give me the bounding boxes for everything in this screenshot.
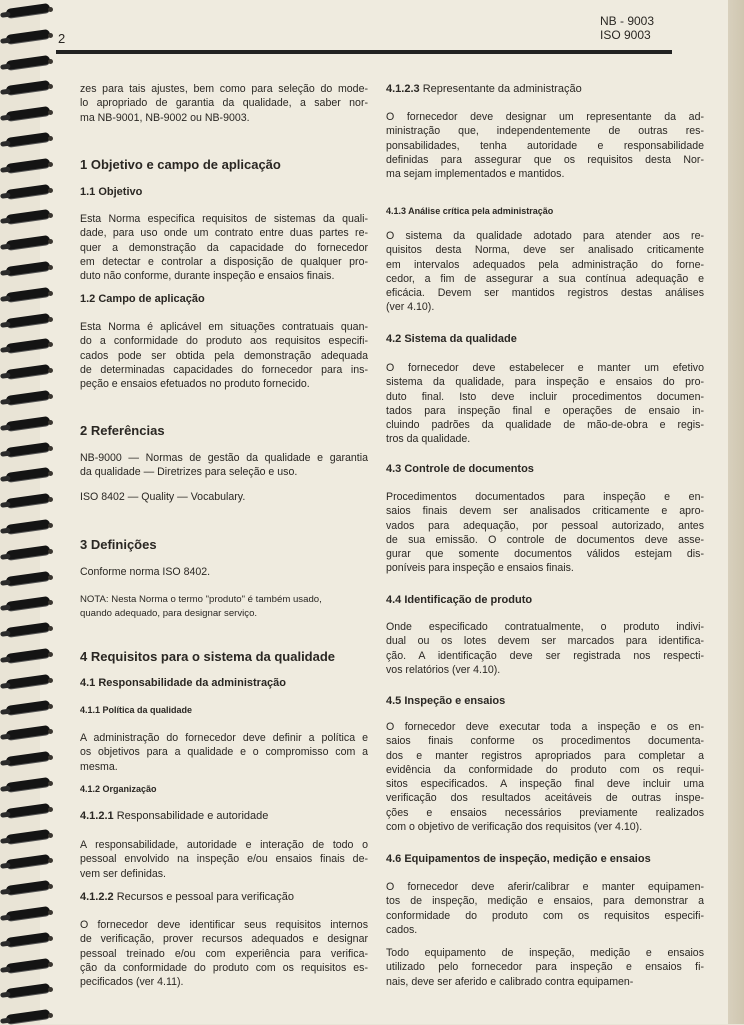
- binding-hole: [48, 110, 53, 115]
- text-line: ma NB-9001, NB-9002 ou NB-9003.: [80, 111, 250, 124]
- text-line: NOTA: Nesta Norma o termo "produto" é também usado,: [80, 594, 322, 605]
- spiral-ring: [6, 158, 51, 173]
- section-heading: 4 Requisitos para o sistema da qualidade: [80, 649, 336, 664]
- text-line: ponsabilidades, tenha autoridade e responsabilidade: [386, 139, 704, 152]
- standard-identifier: [600, 14, 654, 42]
- text-line: A administração do fornecedor deve definir a política e: [80, 732, 368, 744]
- binding-hole: [48, 575, 53, 580]
- binding-hole: [48, 755, 53, 760]
- spiral-ring: [6, 364, 51, 379]
- spiral-ring: [6, 983, 51, 998]
- binding-hole: [48, 394, 53, 399]
- binding-hole: [48, 471, 53, 476]
- text-line: Esta Norma especifica requisitos de sistemas da quali-: [80, 213, 368, 225]
- binding-hole: [48, 1013, 53, 1018]
- page-edge: [728, 0, 744, 1024]
- standard-nb: NB - 9003: [600, 14, 655, 28]
- section-title: Recursos e pessoal para verificação: [116, 891, 295, 903]
- page-number: 2: [58, 31, 66, 46]
- subsection-heading: 4.3 Controle de documentos: [386, 463, 534, 475]
- paragraph: [80, 918, 368, 989]
- spiral-ring: [6, 467, 51, 482]
- spiral-ring: [6, 545, 51, 560]
- section-heading: 3 Definições: [80, 537, 157, 552]
- binding-hole: [48, 910, 53, 915]
- paragraph: [386, 620, 704, 677]
- text-line: vados para adequação, por pessoal autorizado, antes: [386, 519, 704, 532]
- text-line: duto final. Isto deve incluir procedimentos documen-: [386, 390, 704, 403]
- spiral-ring: [6, 519, 51, 534]
- subsection-heading: 4.5 Inspeção e ensaios: [386, 695, 506, 707]
- text-line: tos de inspeção, medição e ensaios, para demonstrar a: [386, 895, 704, 908]
- spiral-ring: [6, 184, 51, 199]
- spiral-ring: [6, 829, 51, 844]
- spiral-ring: [6, 235, 51, 250]
- text-line: evidência da conformidade do produto com os requi-: [386, 763, 704, 776]
- subsection-heading: 4.1.3 Análise crítica pela administração: [386, 206, 554, 216]
- text-line: quer a demonstração da capacidade do fornecedor: [80, 241, 368, 254]
- text-line: (ver 4.10).: [386, 301, 435, 314]
- text-line: Todo equipamento de inspeção, medição e ensaios: [386, 947, 704, 959]
- text-line: eficácia. Devem ser mantidos registros destas análises: [386, 287, 704, 300]
- text-line: nais, deve ser aferido e calibrado contra equipamen-: [386, 975, 634, 988]
- subsection-heading: 4.6 Equipamentos de inspeção, medição e ensaios: [386, 853, 651, 865]
- subsection-heading: 4.2 Sistema da qualidade: [386, 333, 517, 345]
- text-line: em intervalos adequados pela administração do forne-: [386, 258, 704, 271]
- paragraph: [80, 490, 368, 504]
- binding-hole: [48, 497, 53, 502]
- text-line: duto não conforme, durante inspeção e ensaios finais.: [80, 270, 335, 283]
- text-line: tados para inspeção final e operações de ensaio in-: [386, 404, 704, 417]
- text-line: cedor, a fim de assegurar a sua contínua adequação e: [386, 272, 704, 285]
- spiral-ring: [6, 803, 51, 818]
- spiral-ring: [6, 3, 51, 18]
- text-line: dos e manter registros apropriados para completar a: [386, 749, 704, 762]
- spiral-ring: [6, 906, 51, 921]
- text-line: O sistema da qualidade adotado para atender aos re-: [386, 230, 704, 242]
- spiral-ring: [6, 700, 51, 715]
- paragraph: [386, 490, 704, 576]
- text-line: tros da qualidade.: [386, 433, 471, 446]
- binding-hole: [48, 162, 53, 167]
- spiral-ring: [6, 390, 51, 405]
- text-line: ma sejam implementados e mantidos.: [386, 168, 565, 181]
- text-line: Conforme norma ISO 8402.: [80, 566, 211, 578]
- subsection-heading: 4.1.2 Organização: [80, 784, 157, 794]
- binding-hole: [48, 213, 53, 218]
- text-line: ISO 8402 — Quality — Vocabulary.: [80, 491, 246, 503]
- binding-hole: [48, 678, 53, 683]
- text-line: Procedimentos documentados para inspeção e en-: [386, 491, 704, 503]
- spiral-ring: [6, 80, 51, 95]
- text-line: dade, para uso onde um contrato entre duas partes re-: [80, 227, 368, 240]
- binding-hole: [48, 807, 53, 812]
- binding-hole: [48, 239, 53, 244]
- binding-hole: [48, 987, 53, 992]
- spiral-binding: [0, 0, 60, 1024]
- standard-iso: ISO 9003: [600, 28, 651, 42]
- binding-hole: [48, 136, 53, 141]
- text-line: do a conformidade do produto aos requisitos especifi-: [80, 335, 368, 348]
- binding-hole: [48, 265, 53, 270]
- spiral-ring: [6, 493, 51, 508]
- binding-hole: [48, 936, 53, 941]
- paragraph: [80, 82, 368, 125]
- spiral-ring: [6, 209, 51, 224]
- text-line: cados pode ser obtida pela demonstração adequada: [80, 349, 368, 362]
- text-line: vem ser definidas.: [80, 867, 166, 880]
- binding-hole: [48, 549, 53, 554]
- text-line: vos relatórios (ver 4.10).: [386, 663, 501, 676]
- paragraph: [386, 880, 704, 937]
- text-line: gurar que somente documentos válidos estejam dis-: [386, 548, 704, 561]
- spiral-ring: [6, 287, 51, 302]
- paragraph: [80, 731, 368, 774]
- text-line: ção. A identificação deve ser registrada nos respecti-: [386, 649, 704, 662]
- binding-hole: [48, 317, 53, 322]
- spiral-ring: [6, 725, 51, 740]
- subsection-heading: 1.2 Campo de aplicação: [80, 293, 205, 305]
- binding-hole: [48, 523, 53, 528]
- text-line: ministração que, independentemente de outras res-: [386, 125, 704, 138]
- binding-hole: [48, 600, 53, 605]
- binding-hole: [48, 962, 53, 967]
- text-line: verificação dos resultados aceitáveis de outras inspe-: [386, 792, 704, 805]
- text-line: os objetivos para a qualidade e o compromisso com a: [80, 746, 368, 759]
- spiral-ring: [6, 854, 51, 869]
- text-line: O fornecedor deve designar um representante da ad-: [386, 111, 704, 123]
- text-line: sistema da qualidade, para inspeção e ensaios do pro-: [386, 376, 704, 389]
- text-line: de determinadas capacidades do fornecedor para ins-: [80, 363, 368, 376]
- text-line: quando adequado, para designar serviço.: [80, 608, 258, 619]
- spiral-ring: [6, 622, 51, 637]
- text-line: de sua emissão. O controle de documentos deve asse-: [386, 533, 704, 546]
- text-line: NB-9000 — Normas de gestão da qualidade e garantia: [80, 452, 368, 464]
- text-line: lo apropriado de garantia da qualidade, a saber nor-: [80, 97, 368, 110]
- spiral-ring: [6, 338, 51, 353]
- binding-hole: [48, 7, 53, 12]
- text-line: O fornecedor deve executar toda a inspeção e os en-: [386, 721, 704, 733]
- text-line: com o objetivo de verificação dos requisitos (ver 4.10).: [386, 821, 643, 834]
- section-heading: 2 Referências: [80, 423, 165, 438]
- binding-hole: [48, 858, 53, 863]
- paragraph: [80, 212, 368, 283]
- text-line: O fornecedor deve identificar seus requisitos internos: [80, 919, 368, 931]
- binding-hole: [48, 781, 53, 786]
- section-heading: 1 Objetivo e campo de aplicação: [80, 157, 281, 172]
- spiral-ring: [6, 29, 51, 44]
- text-line: pecificados (ver 4.11).: [80, 976, 184, 989]
- paragraph: [80, 565, 368, 579]
- text-line: peção e ensaios efetuados no produto fornecido.: [80, 378, 310, 391]
- paragraph: [80, 451, 368, 480]
- binding-hole: [48, 884, 53, 889]
- text-line: utilizado pelo fornecedor para inspeção e ensaios fi-: [386, 961, 704, 974]
- text-line: dual ou os lotes devem ser marcados para identifica-: [386, 635, 704, 648]
- paragraph: [386, 361, 704, 447]
- spiral-ring: [6, 106, 51, 121]
- text-line: pessoal envolvido na inspeção e/ou ensaios finais de-: [80, 853, 368, 866]
- paragraph: [386, 946, 704, 989]
- binding-hole: [48, 342, 53, 347]
- paragraph: [386, 229, 704, 315]
- subsection-heading: 1.1 Objetivo: [80, 186, 143, 198]
- text-line: Esta Norma é aplicável em situações contratuais quan-: [80, 321, 368, 333]
- spiral-ring: [6, 648, 51, 663]
- text-line: saios finais conforme os procedimentos documenta-: [386, 735, 704, 748]
- binding-hole: [48, 59, 53, 64]
- text-line: ções e ensaios necessários previamente realizados: [386, 806, 704, 819]
- text-line: O fornecedor deve aferir/calibrar e manter equipamen-: [386, 881, 704, 893]
- spiral-ring: [6, 932, 51, 947]
- text-line: saios finais devem ser analisados criticamente e apro-: [386, 505, 704, 518]
- paragraph: [386, 720, 704, 834]
- text-line: de verificação, prover recursos adequados e designar: [80, 933, 368, 946]
- section-number: 4.1.2.1: [80, 810, 114, 822]
- subsection-heading: 4.1.1 Política da qualidade: [80, 705, 193, 715]
- text-line: poníveis para inspeção e ensaios finais.: [386, 562, 574, 575]
- text-line: ção da conformidade do produto com os requisitos es-: [80, 961, 368, 974]
- spiral-ring: [6, 442, 51, 457]
- subsection-heading: [80, 810, 368, 822]
- binding-hole: [48, 368, 53, 373]
- binding-hole: [48, 446, 53, 451]
- binding-hole: [48, 420, 53, 425]
- text-line: sitos especificados. A inspeção final deve incluir uma: [386, 778, 704, 791]
- binding-hole: [48, 84, 53, 89]
- spiral-ring: [6, 596, 51, 611]
- spiral-ring: [6, 958, 51, 973]
- subsection-heading: 4.4 Identificação de produto: [386, 594, 533, 606]
- binding-hole: [48, 188, 53, 193]
- spiral-ring: [6, 1009, 51, 1024]
- text-line: definidas para assegurar que os requisitos desta Nor-: [386, 153, 704, 166]
- text-line: cluindo padrões da qualidade de mão-de-obra e regis-: [386, 419, 704, 432]
- text-line: pessoal treinado e/ou com experiência para verifica-: [80, 947, 368, 960]
- binding-hole: [48, 704, 53, 709]
- section-number: 4.1.2.2: [80, 891, 114, 903]
- spiral-ring: [6, 751, 51, 766]
- section-title: Representante da administração: [422, 83, 582, 95]
- text-line: Onde especificado contratualmente, o produto indivi-: [386, 621, 704, 633]
- spiral-ring: [6, 674, 51, 689]
- paragraph: [80, 838, 368, 881]
- binding-hole: [48, 652, 53, 657]
- spiral-ring: [6, 313, 51, 328]
- text-line: quisitos desta Norma, deve ser analisado criticamente: [386, 244, 704, 257]
- subsection-heading: [386, 83, 704, 95]
- spiral-ring: [6, 416, 51, 431]
- text-line: zes para tais ajustes, bem como para seleção do mode-: [80, 83, 368, 95]
- spiral-ring: [6, 132, 51, 147]
- subsection-heading: 4.1 Responsabilidade da administração: [80, 677, 287, 689]
- paragraph: [386, 110, 704, 181]
- paragraph: [80, 320, 368, 391]
- binding-hole: [48, 729, 53, 734]
- spiral-ring: [6, 55, 51, 70]
- text-line: mesma.: [80, 760, 118, 773]
- binding-hole: [48, 626, 53, 631]
- text-line: conformidade do produto com os requisitos especifi-: [386, 909, 704, 922]
- text-line: A responsabilidade, autoridade e interação de todo o: [80, 839, 368, 851]
- spiral-ring: [6, 261, 51, 276]
- text-line: O fornecedor deve estabelecer e manter um efetivo: [386, 362, 704, 374]
- binding-hole: [48, 833, 53, 838]
- spiral-ring: [6, 777, 51, 792]
- text-line: da qualidade — Diretrizes para seleção e uso.: [80, 466, 298, 479]
- spiral-ring: [6, 571, 51, 586]
- section-title: Responsabilidade e autoridade: [116, 810, 269, 822]
- header-rule: [56, 50, 672, 54]
- section-number: 4.1.2.3: [386, 83, 420, 95]
- text-line: em detectar e controlar a disposição de qualquer pro-: [80, 255, 368, 268]
- spiral-ring: [6, 880, 51, 895]
- note-paragraph: [80, 593, 368, 621]
- text-line: cados.: [386, 923, 418, 936]
- binding-hole: [48, 33, 53, 38]
- binding-hole: [48, 291, 53, 296]
- subsection-heading: [80, 891, 368, 903]
